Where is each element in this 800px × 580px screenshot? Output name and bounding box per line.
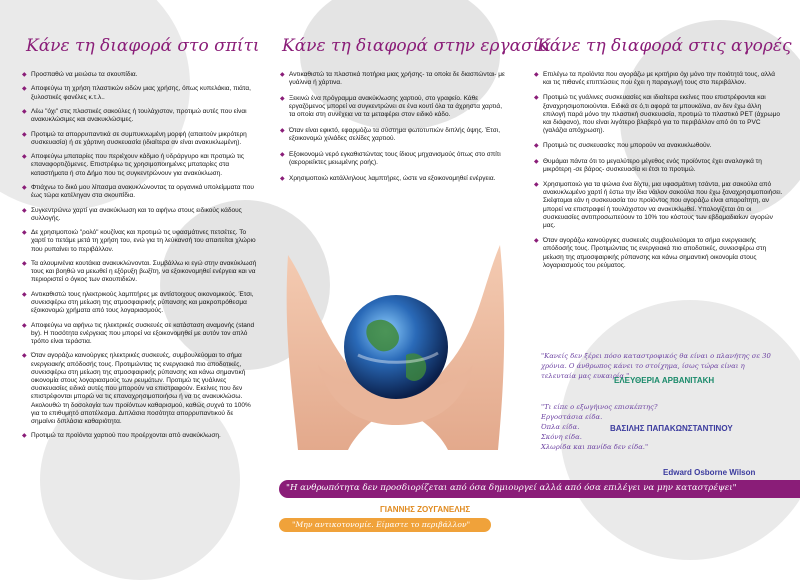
list-item: ◆ Ξεκινώ ένα πρόγραμμα ανακύκλωσης χαρτιού, στο γραφείο. Κάθε εργαζόμενος μπορεί να συγκεντρώνει σε ένα κουτί όλα τα άχρηστα χαρτιά, τα οποία στη συνέχεια να τα μεταφέρει στον ειδικό κάδο. (280, 94, 502, 119)
list-item: ◆ Όταν αγοράζω καινούργιες ηλεκτρικές συσκευές, συμβουλεύομαι το σήμα ενεργειακής απόδοσής τους. Προτιμώντας τις ενεργειακά πιο αποδοτικές, συνεισφέρω στη μείωση της ατμοσφαιρικής ρύπανσης και κάνω σημαντική οικονομία στους λογαριασμούς των ρευμάτων. Προτιμώ τις γυάλινες συσκευασίες ειδικά αυτές που μπορούν να επιστραφούν. Εκείνες που δεν επιστρέφονται μπορώ να τις επαναχρησιμοποιήσω ή να τις ανακυκλώσω. Ακολουθώ τη δοσολογία των προϊόντων καθαρισμού, καθώς συχνά το 100% για το επιθυμητό αποτέλεσμα. Διπλάσια ποσότητα απορρυπαντικού δε σημαίνει διπλάσια καθαριότητα. (22, 352, 251, 425)
list-item: ◆ Θυμάμαι πάντα ότι το μεγαλύτερο μέγεθος ενός προϊόντος έχει αναλογικά τη μικρότερη -σε βάρος- συσκευασία κι έτσι το προτιμώ. (534, 157, 762, 173)
author-wilson: Edward Osborne Wilson (663, 468, 756, 477)
heading-work: Κάνε τη διαφορά στην εργασία (282, 36, 551, 56)
list-item: ◆ Προτιμώ τις γυάλινες συσκευασίες και ιδιαίτερα εκείνες που επιστρέφονται και ξαναχρησιμοποιούνται. Ειδικά σε ό,τι αφορά τα μπουκάλια, αν δεν έχω άλλη επιλογή παρά μόνο την πλαστική συσκευασία, προτιμώ το πλαστικό PET (άχρωμο και διάφανο), που είναι λιγότερο βλαβερό για το περιβάλλον από ότι το PVC (γαλάζια απόχρωση). (534, 94, 780, 135)
author-papakonstantinou: ΒΑΣΙΛΗΣ ΠΑΠΑΚΩΝΣΤΑΝΤΙΝΟΥ (610, 424, 733, 433)
list-item: ◆ Όταν είναι εφικτό, εφαρμόζω τα σύστημα φωτοτυπιών διπλής όψης. Έτσι, εξοικονομώ χιλιάδες σελίδες χαρτιού. (280, 127, 501, 143)
list-item: ◆ Αποφεύγω να αφήνω τις ηλεκτρικές συσκευές σε κατάσταση αναμονής (stand by). Η ποσότητα ενέργειας που μπορεί να εξοικονομηθεί με αυτόν τον απλό τρόπο είναι τεράστια. (22, 321, 255, 345)
shopping-tips-list (534, 71, 784, 277)
list-item: ◆ Εξοικονομώ νερό εγκαθιστώντας τους ίδιους μηχανισμούς όπως στο σπίτι (αεροριείκτες μειωμένης ροής). (280, 150, 501, 167)
list-item: ◆ Αποφεύγω μπαταρίες που περιέχουν κάδμιο ή υδράργυρο και προτιμώ τις επαναφορτιζόμενες. Επιστρέφω τις χρησιμοποιημένες μπαταρίες στα καταστήματα ή στο Δήμο που τις συγκεντρώνουν για ανακύκλωση. (22, 153, 244, 177)
author-zouganelis: ΓΙΑΝΝΗΣ ΖΟΥΓΑΝΕΛΗΣ (380, 505, 471, 514)
heading-shopping: Κάνε τη διαφορά στις αγορές (537, 36, 792, 56)
list-item: ◆ Αντικαθιστώ τους ηλεκτρικούς λαμπτήρες με αντίστοιχους οικονομικούς. Έτσι, συνεισφέρω στη μείωση της ατμοσφαιρικής ρύπανσης και μακροπρόθεσμα εξοικονομώ χρήματα από τους λογαριασμούς. (22, 290, 254, 315)
list-item: ◆ Δε χρησιμοποιώ "ρολό" κουζίνας και προτιμώ τις υφασμάτινες πετσέτες. Το χαρτί το πετάμε μετά τη χρήση του, ενώ για τη λεύκανσή του απαιτείται χλώριο που ρυπαίνει το περιβάλλον. (22, 229, 256, 253)
list-item: ◆ Προτιμώ τις συσκευασίες που μπορούν να ανακυκλωθούν. (534, 142, 712, 150)
author-arvanitaki: ΕΛΕΥΘΕΡΙΑ ΑΡΒΑΝΙΤΑΚΗ (614, 376, 715, 385)
orange-quote-text: "Μην αντικοτονομίε. Είμαστε το περιβάλλον" (292, 520, 471, 529)
list-item: ◆ Αποφεύγω τη χρήση πλαστικών ειδών μιας χρήσης, όπως κυπελάκια, πιάτα, ξυλοστικές φανέλες κ.τ.λ.. (22, 85, 251, 101)
heading-home: Κάνε τη διαφορά στο σπίτι (26, 36, 260, 56)
work-tips-list (280, 71, 505, 191)
quote-papakonstantinou: "Τι είπε ο εξωγήινος επισκέπτης? Εργοστάσια είδα. Όπλα είδα. Σκόνη είδα. Χλωρίδα και πανίδα δεν είδα." (541, 403, 658, 451)
list-item: ◆ Προσπαθώ να μειώσω τα σκουπίδια. (22, 71, 138, 78)
list-item: ◆ Επιλέγω τα προϊόντα που αγοράζω με κριτήριο όχι μόνο την ποιότητά τους, αλλά και τις πιθανές επιπτώσεις που έχει η παραγωγή τους στο περιβάλλον. (534, 71, 775, 87)
list-item: ◆ Προτιμώ τα προϊόντα χαρτιού που προέρχονται από ανακύκλωση. (22, 432, 221, 440)
home-tips-list (22, 71, 259, 447)
hands-globe-image (278, 215, 508, 450)
list-item: ◆ Λέω "όχι" στις πλαστικές σακούλες ή τουλάχιστον, προτιμώ αυτές που είναι ανακυκλώσιμες και ανακυκλώσιμες. (22, 107, 247, 124)
list-item: ◆ Χρησιμοποιώ κατάλληλους λαμπτήρες, ώστε να εξοικονομηθεί ενέργεια. (280, 174, 496, 182)
list-item: ◆ Αντικαθιστώ τα πλαστικά ποτήρια μιας χρήσης- τα οποία δε διασπώνται- με γυάλινα ή χάρτινα. (280, 71, 505, 87)
list-item: ◆ Όταν αγοράζω καινούργιες συσκευές συμβουλεύομαι το σήμα ενεργειακής απόδοσής τους. Προτιμώντας τις ενεργειακά πιο αποδοτικές, συνεισφέρω στη μείωση της ατμοσφαιρικής ρύπανσης και κάνω σημαντική οικονομία στους λογαριασμούς του ρεύματος. (534, 237, 767, 269)
list-item: ◆ Τα αλουμινένια κουτάκια ανακυκλώνονται. Συμβάλλω κι εγώ στην ανακύκλωσή τους και βοηθώ να μειωθεί η εξόρυξη βωξίτη, να εξοικονομηθεί ενέργεια και να περιοριστεί ο όγκος των σκουπιδιών. (22, 259, 257, 284)
list-item: ◆ Προτιμώ τα απορρυπαντικά σε συμπυκνωμένη μορφή (απαιτούν μικρότερη συσκευασία) ή σε χάρτινη συσκευασία (ιδιαίτερα αν είναι ανακυκλωμένη). (22, 130, 247, 146)
list-item: ◆ Συγκεντρώνω χαρτί για ανακύκλωση και το αφήνω στους ειδικούς κάδους συλλογής. (22, 206, 242, 222)
quote-arvanitaki: "Κανείς δεν ξέρει πόσο καταστροφικός θα είναι ο πλανήτης σε 30 χρόνια. Ο άνθρωπος κάνει το στοίχημα, ίσως τώρα είναι η τελευταία μας ευκαιρία." (541, 352, 771, 380)
banner-quote-text: "Η ανθρωπότητα δεν προσδιορίζεται από όσα δημιουργεί αλλά από όσα επιλέγει να μην καταστρέψει" (286, 483, 737, 493)
list-item: ◆ Χρησιμοποιώ για τα ψώνια ένα δίχτυ, μια υφασμάτινη τσάντα, μια σακούλα από ανακυκλωμένο χαρτί ή έστω την ίδια νάιλον σακούλα που έχω ξαναχρησιμοποιήσει. Σκέφτομαι εάν η συσκευασία του προϊόντος που αγοράζω είναι απαραίτητη, αν μπορεί να επιστραφεί ή τουλάχιστον να ανακυκλωθεί. Υπολογίζεται ότι οι συσκευασίες αντιπροσωπεύουν το 10% του κόστους των εβδομαδιαίων αγορών μας. (534, 181, 783, 230)
list-item: ◆ Φτιάχνω το δικό μου λίπασμα ανακυκλώνοντας τα οργανικά υπολείμματα που έως τώρα κατέληγαν στα σκουπίδια. (22, 183, 254, 200)
